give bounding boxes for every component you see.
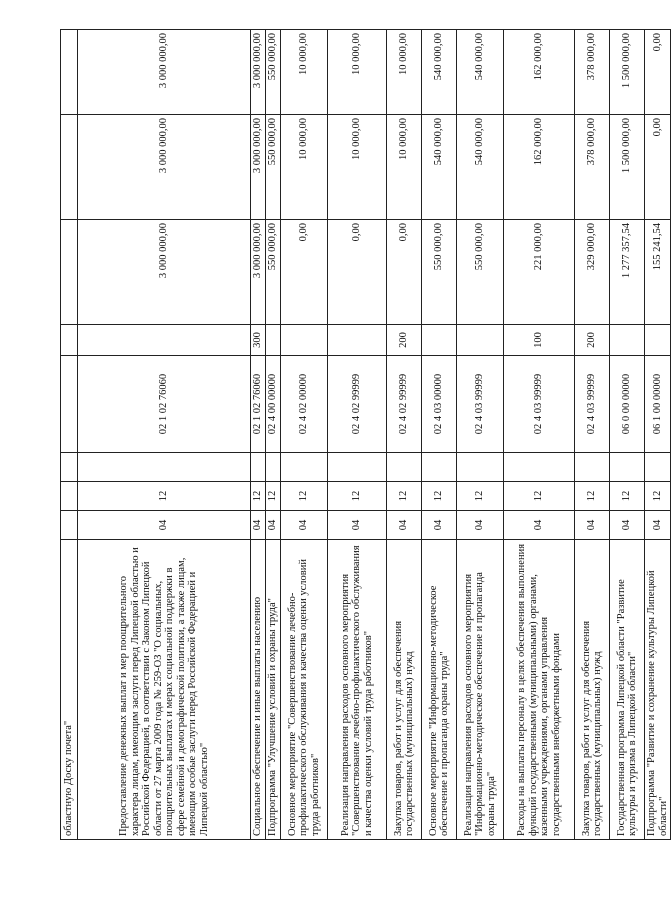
budget-table <box>60 29 671 840</box>
table-row <box>281 30 328 840</box>
row-empty-cell <box>422 453 457 482</box>
row-name-cell: Государственная программа Липецкой области "Развитие культуры и туризма в Липецкой области" <box>610 540 645 840</box>
rotated-table-container <box>60 30 669 840</box>
row-vr-cell <box>328 325 387 356</box>
row-vr-cell <box>281 325 328 356</box>
row-pr-cell: 12 <box>281 482 328 511</box>
row-vr-cell: 200 <box>575 325 610 356</box>
row-csr-cell: 06 1 00 00000 <box>645 356 671 453</box>
row-sum-2-cell: 3 000 000,00 <box>78 115 251 220</box>
row-sum-2-cell: 0,00 <box>645 115 671 220</box>
table-row <box>387 30 422 840</box>
table-row <box>251 30 266 840</box>
row-sum-1-cell: 1 277 357,54 <box>610 220 645 325</box>
row-sum-3-cell: 0,00 <box>645 30 671 115</box>
row-name-cell: Подпрограмма "Развитие и сохранение культуры Липецкой области" <box>645 540 671 840</box>
row-sum-1-cell: 329 000,00 <box>575 220 610 325</box>
row-name-cell: Основное мероприятие "Информационно-методическое обеспечение и пропаганда охраны труда" <box>422 540 457 840</box>
row-sum-2-cell: 10 000,00 <box>387 115 422 220</box>
row-pr-cell: 12 <box>422 482 457 511</box>
row-csr-cell: 02 1 02 76060 <box>78 356 251 453</box>
row-name-cell: Предоставление денежных выплат и мер поощрительного характера лицам, имеющим заслуги перед Липецкой областью и Российской Федерацией, в соответствии с Законом Липецкой области от 27 марта 2009 года № 259-ОЗ "О социальных, поощрительных выплатах и мерах социальной поддержки в сфере семейной и демографической политики, а также лицам, имеющим особые заслуги перед Российской Федерацией и Липецкой областью" <box>78 540 251 840</box>
row-gr-cell: 04 <box>504 511 575 540</box>
row-csr-cell: 02 4 02 99999 <box>328 356 387 453</box>
row-empty-cell <box>645 453 671 482</box>
row-csr-cell <box>61 356 78 453</box>
row-vr-cell <box>61 325 78 356</box>
table-row <box>61 30 78 840</box>
row-sum-3-cell: 540 000,00 <box>422 30 457 115</box>
row-pr-cell <box>61 482 78 511</box>
row-gr-cell: 04 <box>610 511 645 540</box>
row-name-cell: Подпрограмма "Улучшение условий и охраны труда" <box>266 540 281 840</box>
row-sum-2-cell: 1 500 000,00 <box>610 115 645 220</box>
row-vr-cell <box>610 325 645 356</box>
row-pr-cell: 12 <box>251 482 266 511</box>
row-csr-cell: 02 4 03 00000 <box>422 356 457 453</box>
row-empty-cell <box>251 453 266 482</box>
table-row <box>575 30 610 840</box>
row-sum-1-cell: 550 000,00 <box>457 220 504 325</box>
row-sum-3-cell: 1 500 000,00 <box>610 30 645 115</box>
budget-table-body <box>61 30 671 840</box>
row-empty-cell <box>281 453 328 482</box>
table-row <box>645 30 671 840</box>
row-sum-2-cell <box>61 115 78 220</box>
row-gr-cell: 04 <box>78 511 251 540</box>
row-vr-cell: 300 <box>251 325 266 356</box>
row-name-cell: Закупка товаров, работ и услуг для обеспечения государственных (муниципальных) нужд <box>575 540 610 840</box>
row-pr-cell: 12 <box>575 482 610 511</box>
row-pr-cell: 12 <box>457 482 504 511</box>
row-sum-1-cell: 155 241,54 <box>645 220 671 325</box>
table-row <box>78 30 251 840</box>
row-empty-cell <box>610 453 645 482</box>
row-gr-cell: 04 <box>328 511 387 540</box>
row-name-cell: Основное мероприятие "Совершенствование лечебно-профилактического обслуживания и качества оценки условий труда работников" <box>281 540 328 840</box>
row-name-cell: Реализация направления расходов основного мероприятия "Информационно-методическое обеспечение и пропаганда охраны труда" <box>457 540 504 840</box>
row-sum-3-cell: 10 000,00 <box>387 30 422 115</box>
row-empty-cell <box>387 453 422 482</box>
row-gr-cell: 04 <box>575 511 610 540</box>
row-empty-cell <box>61 453 78 482</box>
row-vr-cell: 100 <box>504 325 575 356</box>
row-sum-2-cell: 378 000,00 <box>575 115 610 220</box>
row-gr-cell: 04 <box>387 511 422 540</box>
row-pr-cell: 12 <box>645 482 671 511</box>
row-sum-2-cell: 540 000,00 <box>457 115 504 220</box>
row-vr-cell <box>457 325 504 356</box>
row-empty-cell <box>78 453 251 482</box>
row-empty-cell <box>504 453 575 482</box>
row-sum-1-cell: 0,00 <box>328 220 387 325</box>
row-sum-2-cell: 540 000,00 <box>422 115 457 220</box>
row-sum-2-cell: 162 000,00 <box>504 115 575 220</box>
row-vr-cell <box>78 325 251 356</box>
row-empty-cell <box>575 453 610 482</box>
row-sum-3-cell: 10 000,00 <box>328 30 387 115</box>
row-sum-1-cell: 3 000 000,00 <box>251 220 266 325</box>
row-pr-cell: 12 <box>610 482 645 511</box>
row-name-cell: Закупка товаров, работ и услуг для обеспечения государственных (муниципальных) нужд <box>387 540 422 840</box>
row-pr-cell: 12 <box>387 482 422 511</box>
row-empty-cell <box>457 453 504 482</box>
row-name-cell: Реализация направления расходов основного мероприятия "Совершенствование лечебно-профилактического обслуживания и качества оценки условий труда работников" <box>328 540 387 840</box>
table-row <box>457 30 504 840</box>
row-csr-cell: 02 4 02 99999 <box>387 356 422 453</box>
row-gr-cell: 04 <box>251 511 266 540</box>
row-sum-1-cell: 0,00 <box>281 220 328 325</box>
row-sum-2-cell: 3 000 000,00 <box>251 115 266 220</box>
row-csr-cell: 02 1 02 76060 <box>251 356 266 453</box>
row-sum-3-cell: 550 000,00 <box>266 30 281 115</box>
table-row <box>610 30 645 840</box>
row-csr-cell: 02 4 03 99999 <box>457 356 504 453</box>
row-gr-cell: 04 <box>457 511 504 540</box>
row-sum-1-cell: 0,00 <box>387 220 422 325</box>
table-row <box>328 30 387 840</box>
row-vr-cell: 200 <box>387 325 422 356</box>
row-gr-cell: 04 <box>266 511 281 540</box>
row-csr-cell: 02 4 03 99999 <box>504 356 575 453</box>
row-name-cell: областную Доску почета" <box>61 540 78 840</box>
row-sum-3-cell <box>61 30 78 115</box>
row-vr-cell <box>266 325 281 356</box>
table-row <box>266 30 281 840</box>
row-pr-cell: 12 <box>328 482 387 511</box>
row-sum-2-cell: 550 000,00 <box>266 115 281 220</box>
row-pr-cell: 12 <box>504 482 575 511</box>
row-sum-3-cell: 162 000,00 <box>504 30 575 115</box>
row-csr-cell: 02 4 02 00000 <box>281 356 328 453</box>
row-sum-2-cell: 10 000,00 <box>328 115 387 220</box>
row-gr-cell: 04 <box>281 511 328 540</box>
row-csr-cell: 06 0 00 00000 <box>610 356 645 453</box>
row-pr-cell: 12 <box>78 482 251 511</box>
row-sum-1-cell: 3 000 000,00 <box>78 220 251 325</box>
row-pr-cell: 12 <box>266 482 281 511</box>
row-gr-cell <box>61 511 78 540</box>
row-sum-1-cell <box>61 220 78 325</box>
row-empty-cell <box>328 453 387 482</box>
row-sum-1-cell: 550 000,00 <box>266 220 281 325</box>
row-empty-cell <box>266 453 281 482</box>
row-sum-2-cell: 10 000,00 <box>281 115 328 220</box>
row-sum-1-cell: 221 000,00 <box>504 220 575 325</box>
row-name-cell: Социальное обеспечение и иные выплаты населению <box>251 540 266 840</box>
row-csr-cell: 02 4 03 99999 <box>575 356 610 453</box>
row-csr-cell: 02 4 00 00000 <box>266 356 281 453</box>
row-gr-cell: 04 <box>422 511 457 540</box>
row-sum-3-cell: 3 000 000,00 <box>251 30 266 115</box>
row-sum-3-cell: 540 000,00 <box>457 30 504 115</box>
row-sum-1-cell: 550 000,00 <box>422 220 457 325</box>
row-vr-cell <box>422 325 457 356</box>
row-sum-3-cell: 10 000,00 <box>281 30 328 115</box>
row-sum-3-cell: 378 000,00 <box>575 30 610 115</box>
table-row <box>504 30 575 840</box>
table-row <box>422 30 457 840</box>
row-sum-3-cell: 3 000 000,00 <box>78 30 251 115</box>
row-gr-cell: 04 <box>645 511 671 540</box>
row-vr-cell <box>645 325 671 356</box>
row-name-cell: Расходы на выплаты персоналу в целях обеспечения выполнения функций государственными (муниципальными) органами, казенными учреждениями, органами управления государственными внебюджетными фондами <box>504 540 575 840</box>
